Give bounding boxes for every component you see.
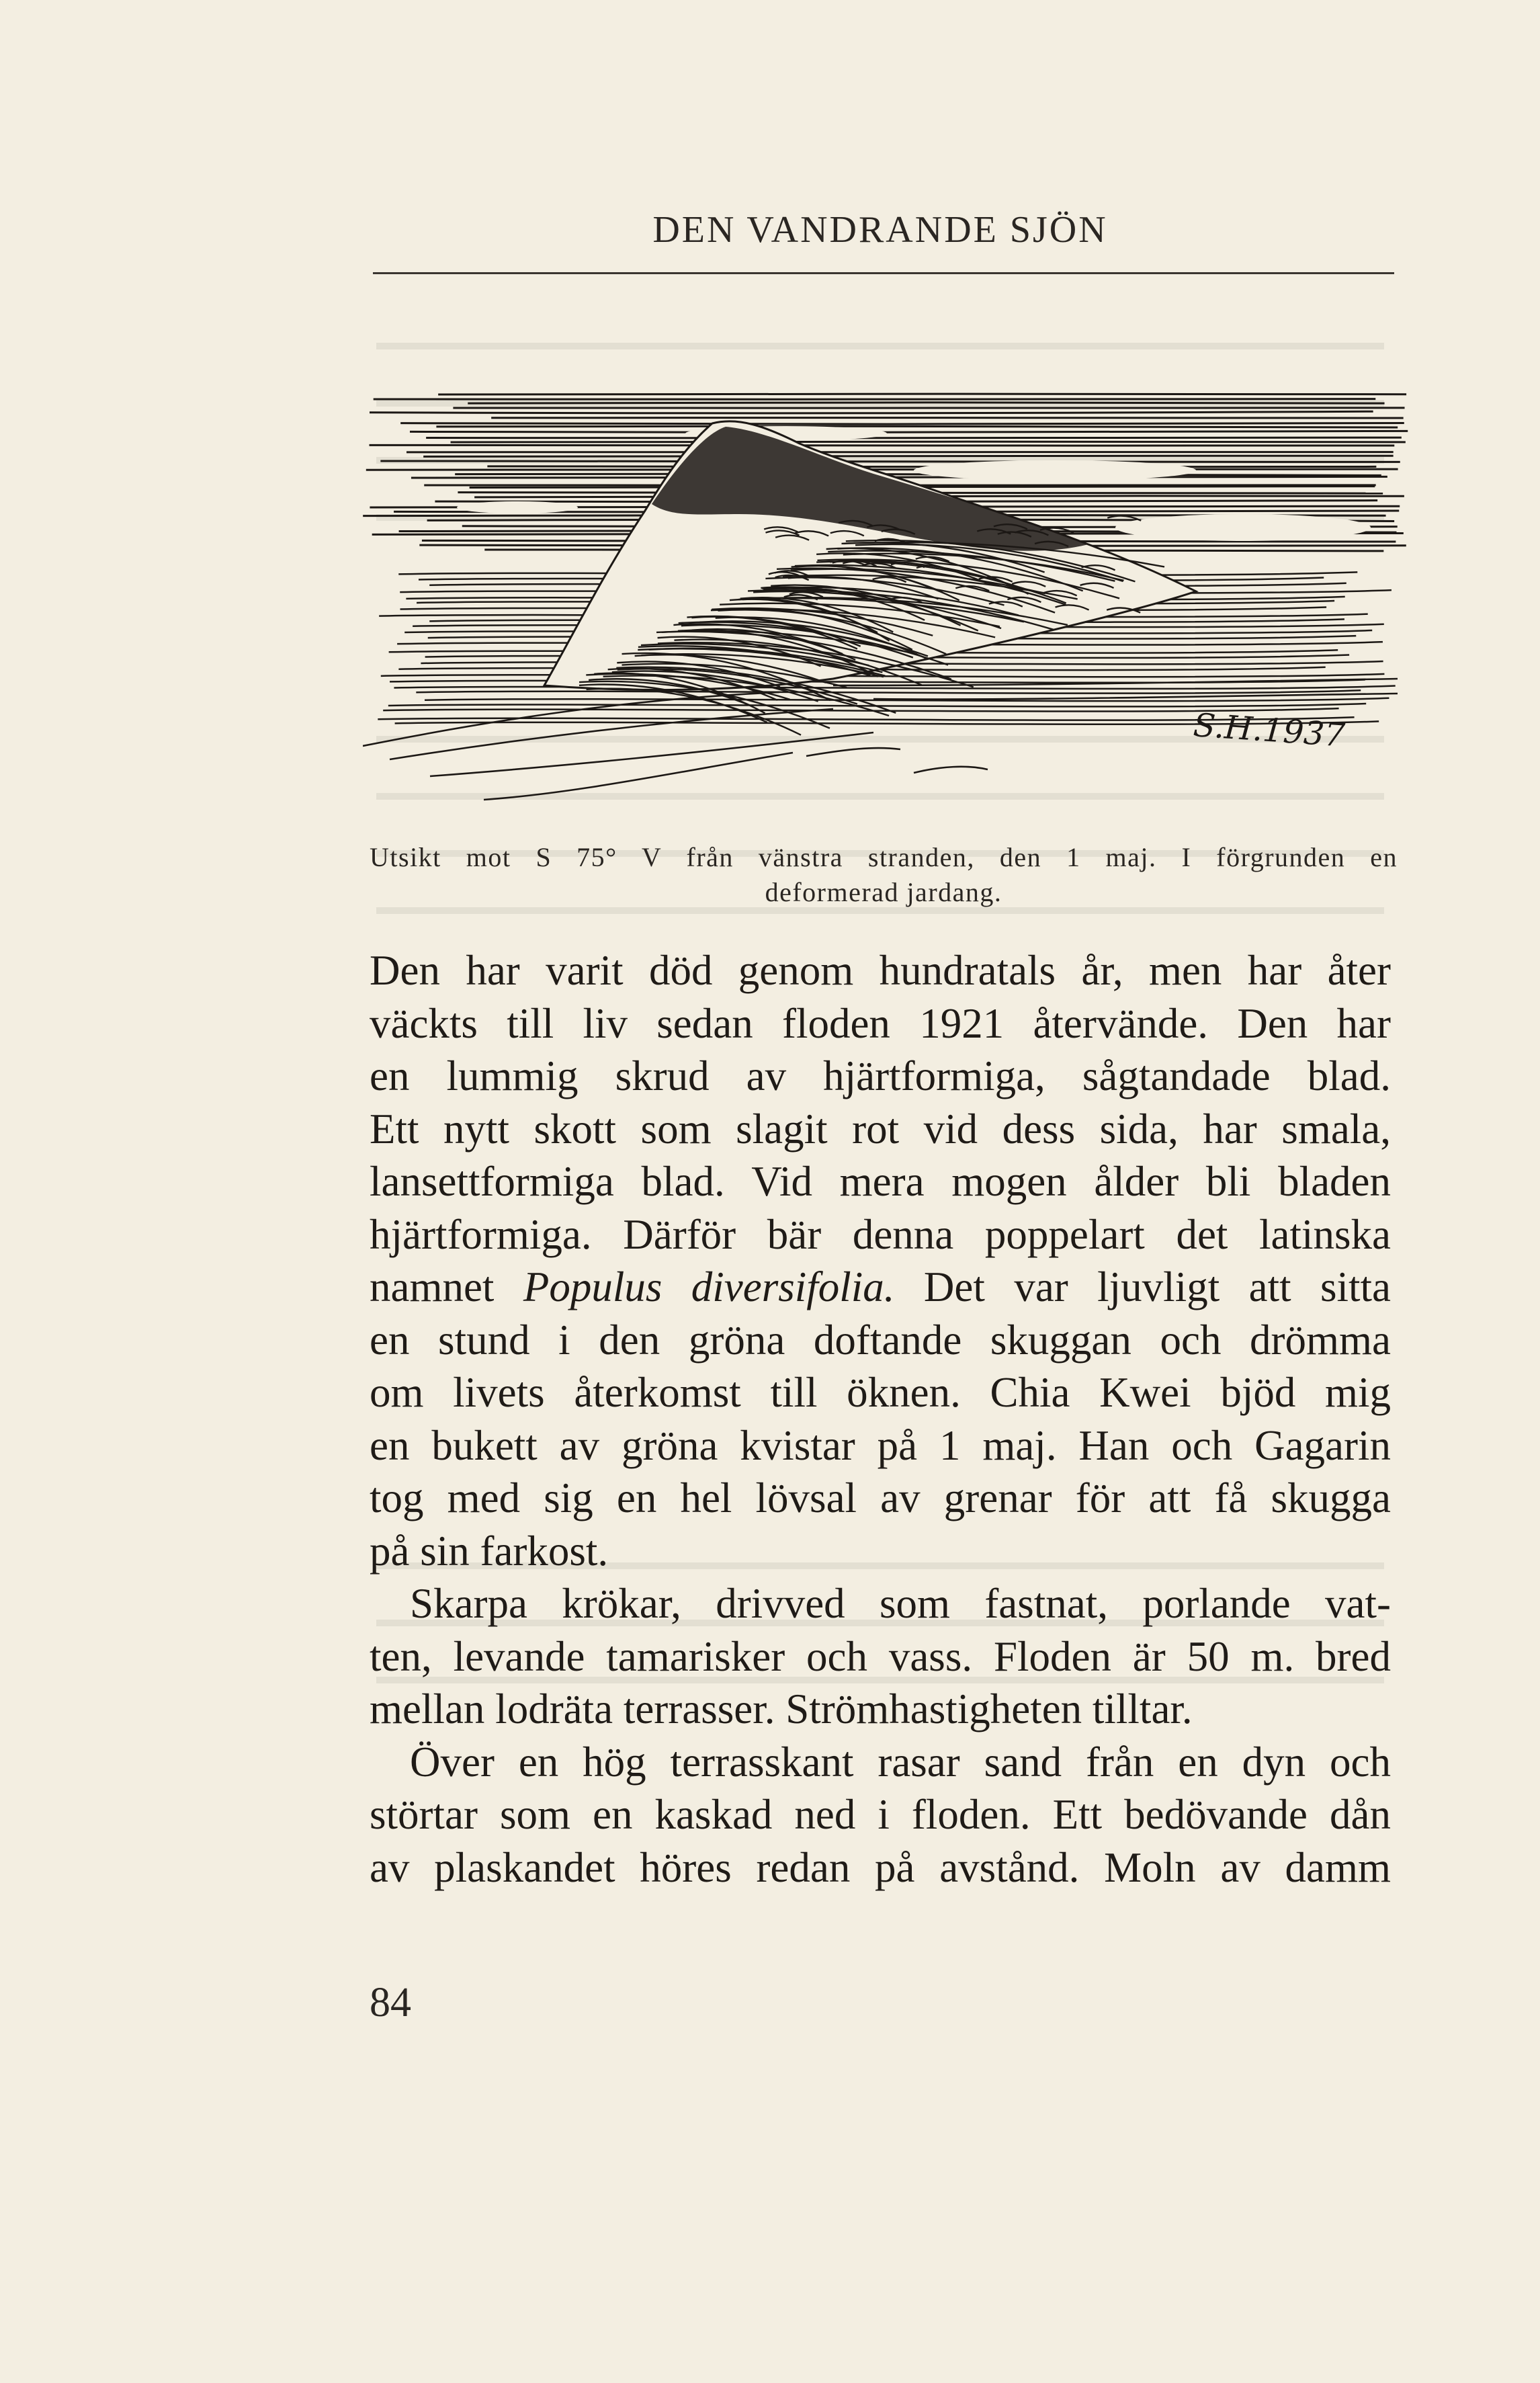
text-run: Det var ljuvligt att sitta bbox=[894, 1263, 1391, 1310]
text-line: av plaskandet höres redan på avstånd. Moln av damm bbox=[370, 1843, 1391, 1891]
light-pool bbox=[914, 460, 1196, 480]
shore-line bbox=[416, 690, 1361, 693]
text-line: om livets återkomst till öknen. Chia Kwei bjöd mig bbox=[370, 1369, 1391, 1416]
horizon-line bbox=[400, 423, 1404, 424]
text-line: Ett nytt skott som slagit rot vid dess sida, har smala, bbox=[370, 1105, 1391, 1153]
horizon-line bbox=[370, 411, 1373, 413]
horizon-line bbox=[374, 399, 1376, 400]
light-pool bbox=[1115, 514, 1371, 541]
text-line: mellan lodräta terrasser. Strömhastigheten tilltar. bbox=[370, 1685, 1193, 1732]
text-line: en lummig skrud av hjärtformiga, sågtandade blad. bbox=[370, 1052, 1391, 1099]
foreground-stroke bbox=[806, 748, 900, 756]
text-line: väckts till liv sedan floden 1921 återvände. Den har bbox=[370, 999, 1391, 1047]
text-line: på sin farkost. bbox=[370, 1527, 609, 1575]
horizon-line bbox=[370, 445, 1395, 446]
text-line: störtar som en kaskad ned i floden. Ett bedövande dån bbox=[370, 1791, 1391, 1838]
caption-line: deformerad jardang. bbox=[765, 877, 1002, 907]
foreground-stroke bbox=[390, 709, 833, 759]
text-line: Över en hög terrasskant rasar sand från en dyn och bbox=[410, 1738, 1391, 1786]
running-head: DEN VANDRANDE SJÖN bbox=[652, 209, 1108, 251]
horizon-line bbox=[436, 426, 1398, 427]
foreground-stroke bbox=[873, 694, 1398, 700]
text-line: en bukett av gröna kvistar på 1 maj. Han och Gagarin bbox=[370, 1421, 1391, 1469]
text-line: hjärtformiga. Därför bär denna poppelart det latinska bbox=[370, 1210, 1391, 1258]
header-rule bbox=[373, 272, 1394, 274]
horizon-line bbox=[366, 469, 1398, 470]
light-pool bbox=[457, 501, 578, 513]
text-line: ten, levande tamarisker och vass. Floden är 50 m. bred bbox=[370, 1632, 1391, 1680]
horizon-line bbox=[380, 461, 1400, 462]
horizon-line bbox=[410, 431, 1408, 432]
artist-signature: S.H.1937 bbox=[1192, 706, 1346, 755]
horizon-line bbox=[426, 437, 1402, 438]
foreground-stroke bbox=[484, 753, 793, 800]
horizon-line bbox=[455, 474, 1381, 475]
caption-line: Utsikt mot S 75° V från vänstra stranden, den 1 maj. I förgrunden en bbox=[370, 842, 1398, 872]
foreground-stroke bbox=[914, 767, 988, 773]
figure-caption bbox=[370, 840, 1398, 910]
text-line: Skarpa krökar, drivved som fastnat, porlande vat- bbox=[410, 1580, 1391, 1627]
text-line: lansettformiga blad. Vid mera mogen ålder bli bladen bbox=[370, 1158, 1391, 1205]
body-text bbox=[370, 944, 1391, 1894]
text-line: Den har varit död genom hundratals år, men har åter bbox=[370, 947, 1391, 994]
text-line: tog med sig en hel lövsal av grenar för att få skugga bbox=[370, 1474, 1391, 1521]
latin-name: Populus diversifolia. bbox=[523, 1263, 895, 1310]
text-line: en stund i den gröna doftande skuggan och drömma bbox=[370, 1316, 1391, 1364]
jardang-illustration bbox=[363, 370, 1411, 840]
page-number: 84 bbox=[370, 1980, 411, 2025]
text-run: namnet bbox=[370, 1263, 523, 1310]
foreground-stroke bbox=[430, 733, 873, 776]
text-line bbox=[370, 1261, 1391, 1314]
